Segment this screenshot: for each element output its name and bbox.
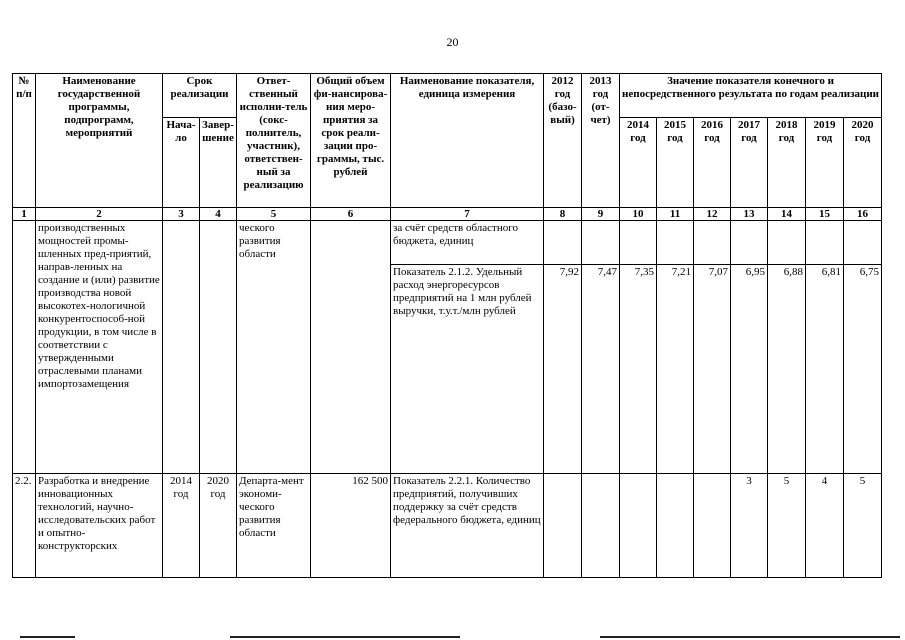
cell-empty [620,221,657,265]
col-number: 11 [657,208,694,221]
cell-empty [844,221,882,265]
col-number: 7 [391,208,544,221]
col-header-volume: Общий объем фи-нансирова-ния меро-приятия за срок реали-зации про-граммы, тыс. рублей [311,74,391,208]
scan-edge-mark [20,636,75,638]
cell-value-2013: 7,47 [582,265,620,474]
col-header-num: № п/п [13,74,36,208]
cell-start-continued [163,221,200,474]
col-header-start: Нача-ло [163,118,200,208]
col-number: 14 [768,208,806,221]
cell-value-2017: 3 [731,474,768,578]
col-number: 4 [200,208,237,221]
cell-empty [544,474,582,578]
cell-empty [806,221,844,265]
cell-responsible-2-2: Департа-мент экономи-ческого развития области [237,474,311,578]
col-header-2017: 2017 год [731,118,768,208]
col-number: 3 [163,208,200,221]
cell-indicator-continued: за счёт средств областного бюджета, единиц [391,221,544,265]
cell-value-2017: 6,95 [731,265,768,474]
col-header-2013: 2013 год (от-чет) [582,74,620,208]
cell-value-2020: 6,75 [844,265,882,474]
scan-edge-mark [230,636,460,638]
cell-end-continued [200,221,237,474]
col-header-indicator: Наименование показателя, единица измерения [391,74,544,208]
cell-empty [694,221,731,265]
col-number: 8 [544,208,582,221]
page-number: 20 [446,35,459,49]
cell-value-2020: 5 [844,474,882,578]
cell-num-continued [13,221,36,474]
cell-value-2012: 7,92 [544,265,582,474]
col-number: 12 [694,208,731,221]
cell-indicator-2-1-2: Показатель 2.1.2. Удельный расход энергоресурсов предприятий на 1 млн рублей выручки, т.у.т./млн рублей [391,265,544,474]
col-header-name: Наименование государственной программы, подпрограмм, мероприятий [36,74,163,208]
cell-empty [582,474,620,578]
col-header-2012: 2012 год (базо-вый) [544,74,582,208]
cell-empty [657,221,694,265]
cell-name-continued: производственных мощностей промы-шленных пред-приятий, направ-ленных на создание и (или) развитие производства новой высокотех-нологичной конкурентоспособ-ной продукции, в том числе в соответствии с утвержденными отраслевыми планами импортозамещения [36,221,163,474]
col-header-values-group: Значение показателя конечного и непосредственного результата по годам реализации [620,74,882,118]
cell-empty [768,221,806,265]
col-header-period: Срок реализации [163,74,237,118]
col-number: 15 [806,208,844,221]
cell-value-2019: 6,81 [806,265,844,474]
col-header-responsible: Ответ-ственный исполни-тель (сокс-полнитель, участник), ответствен-ный за реализацию [237,74,311,208]
col-number: 5 [237,208,311,221]
cell-empty [657,474,694,578]
cell-name-2-2: Разработка и внедрение инновационных технологий, научно-исследовательских работ и опытно-конструкторских [36,474,163,578]
cell-value-2015: 7,21 [657,265,694,474]
table-row-2-2 [13,474,882,578]
column-number-row [13,208,882,221]
cell-empty [694,474,731,578]
cell-value-2019: 4 [806,474,844,578]
cell-end-2-2: 2020 год [200,474,237,578]
col-header-2018: 2018 год [768,118,806,208]
cell-value-2016: 7,07 [694,265,731,474]
cell-empty [582,221,620,265]
cell-indicator-2-2-1: Показатель 2.2.1. Количество предприятий, получивших поддержку за счёт средств федерального бюджета, единиц [391,474,544,578]
col-number: 2 [36,208,163,221]
cell-responsible-continued: ческого развития области [237,221,311,474]
cell-volume-2-2: 162 500 [311,474,391,578]
col-number: 10 [620,208,657,221]
cell-value-2014: 7,35 [620,265,657,474]
col-number: 1 [13,208,36,221]
col-header-2016: 2016 год [694,118,731,208]
cell-value-2018: 6,88 [768,265,806,474]
scan-edge-mark [600,636,900,638]
cell-num-2-2: 2.2. [13,474,36,578]
cell-empty [731,221,768,265]
col-number: 6 [311,208,391,221]
cell-start-2-2: 2014 год [163,474,200,578]
col-number: 13 [731,208,768,221]
cell-value-2018: 5 [768,474,806,578]
col-header-2014: 2014 год [620,118,657,208]
header-row-1 [13,74,882,118]
program-table [12,73,882,578]
col-header-2019: 2019 год [806,118,844,208]
col-header-end: Завер-шение [200,118,237,208]
col-header-2020: 2020 год [844,118,882,208]
cell-volume-continued [311,221,391,474]
cell-empty [544,221,582,265]
cell-empty [620,474,657,578]
col-header-2015: 2015 год [657,118,694,208]
table-row-continued [13,221,882,265]
col-number: 16 [844,208,882,221]
col-number: 9 [582,208,620,221]
